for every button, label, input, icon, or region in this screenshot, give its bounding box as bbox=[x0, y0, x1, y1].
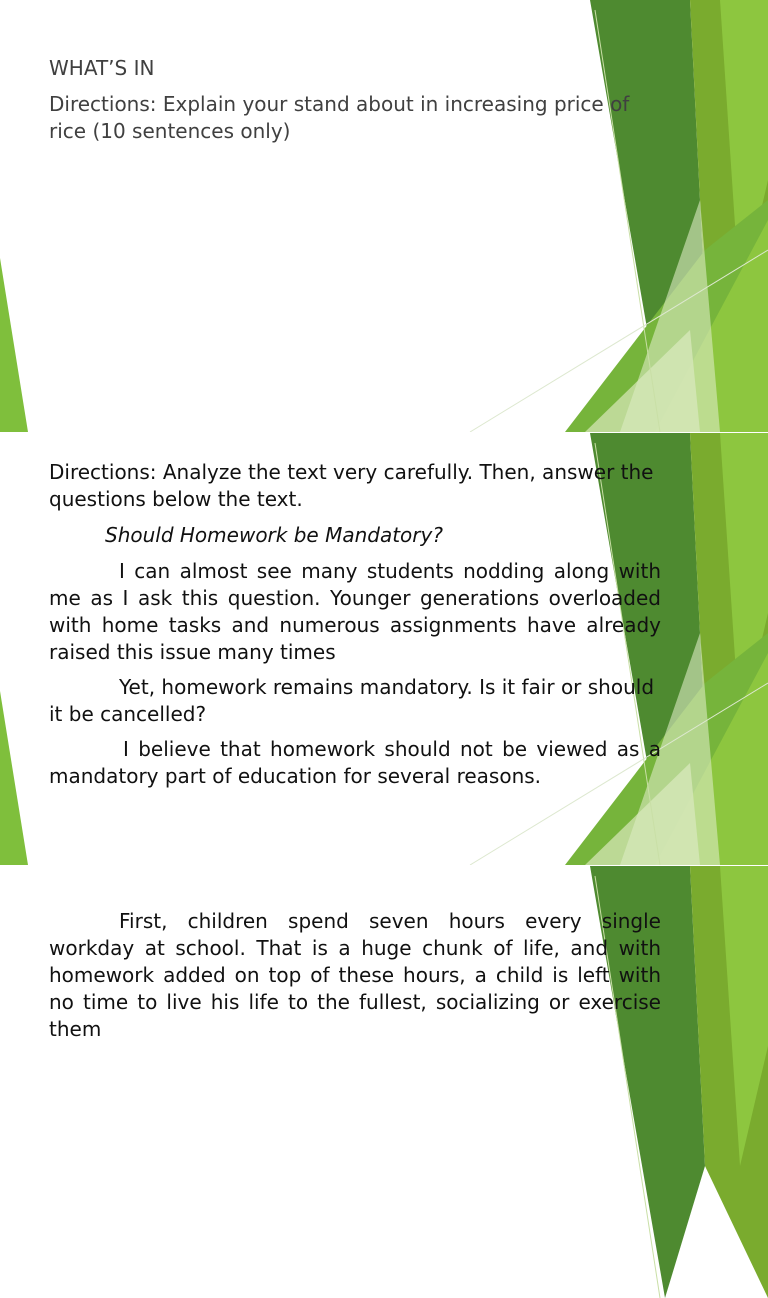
directions-text: Directions: Analyze the text very carefully. Then, answer the questions below the text. bbox=[49, 460, 654, 511]
paragraph-1: I can almost see many students nodding along with me as I ask this question. Younger generations overloaded with home tasks and numerous assignments have already raised this issue many times bbox=[49, 559, 661, 664]
paragraph-2: Yet, homework remains mandatory. Is it fair or should it be cancelled? bbox=[49, 675, 655, 726]
directions-text: Directions: Explain your stand about in increasing price of rice (10 sentences only) bbox=[49, 92, 630, 143]
slide-3 bbox=[0, 866, 768, 1298]
section-heading: WHAT’S IN bbox=[49, 56, 155, 80]
slide-1 bbox=[0, 0, 768, 432]
text-title: Should Homework be Mandatory? bbox=[105, 523, 443, 547]
paragraph-3: I believe that homework should not be viewed as a mandatory part of education for several reasons. bbox=[49, 737, 661, 788]
slide-2 bbox=[0, 433, 768, 865]
paragraph-1: First, children spend seven hours every single workday at school. That is a huge chunk of life, and with homework added on top of these hours, a child is left with no time to live his life to the fullest, socializing or exercise them bbox=[49, 909, 661, 1041]
